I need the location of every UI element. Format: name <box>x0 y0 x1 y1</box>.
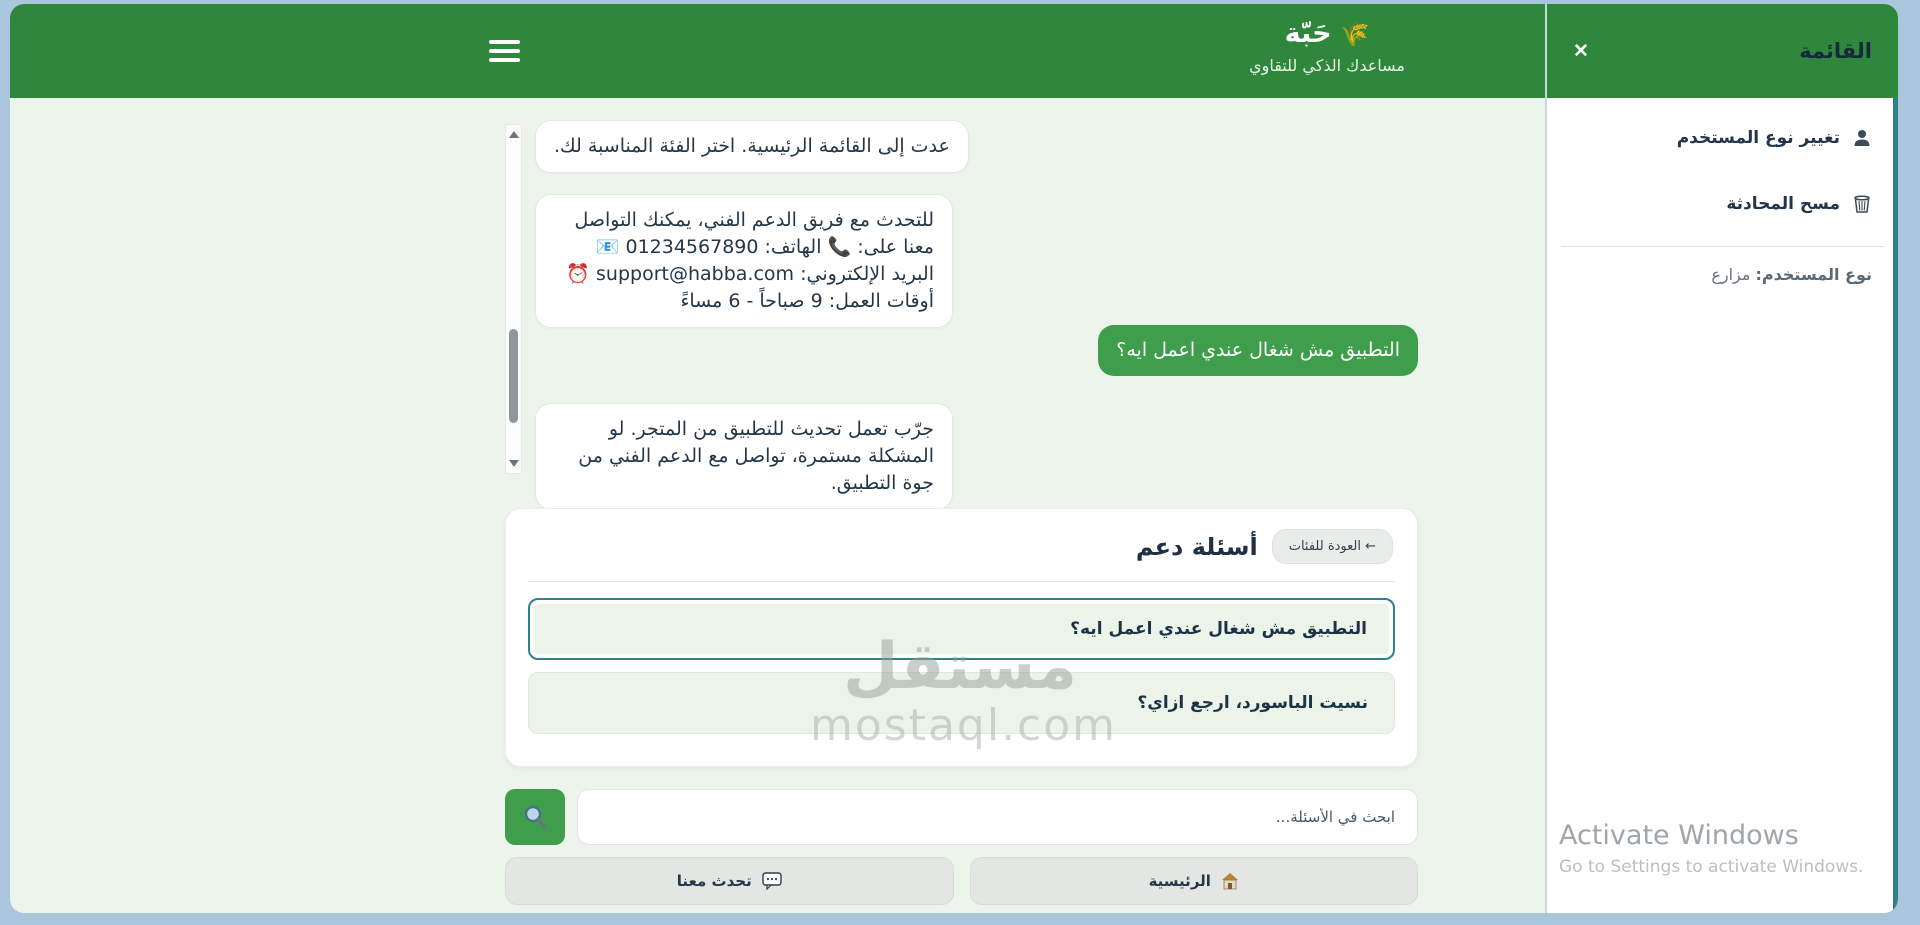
talk-to-us-button[interactable] <box>505 857 954 905</box>
sidebar-item-clear-chat[interactable] <box>1547 194 1898 214</box>
faq-question-app-not-working[interactable]: التطبيق مش شغال عندي اعمل ايه؟ <box>528 598 1395 660</box>
brand <box>1249 18 1405 75</box>
scroll-down-icon[interactable] <box>509 460 519 467</box>
scroll-up-icon[interactable] <box>509 131 519 138</box>
user-type-row <box>1573 265 1872 284</box>
activate-windows-watermark <box>1559 820 1864 877</box>
sidebar-divider <box>1561 246 1884 247</box>
sidebar-item-label: تغيير نوع المستخدم <box>1676 128 1840 148</box>
watermark-arabic: مستقل <box>842 630 1078 704</box>
search-row <box>505 789 1418 845</box>
trash-icon <box>1852 194 1872 214</box>
close-icon[interactable]: ✕ <box>1573 40 1589 62</box>
chat-main <box>505 98 1418 913</box>
activate-windows-line2: Go to Settings to activate Windows. <box>1559 857 1864 877</box>
app-subtitle: مساعدك الذكي للتقاوي <box>1249 56 1405 75</box>
faq-section-title: أسئلة دعم <box>1135 532 1258 561</box>
user-type-label: نوع المستخدم: <box>1755 265 1872 284</box>
home-icon <box>1221 872 1239 890</box>
bot-message: عدت إلى القائمة الرئيسية. اختر الفئة المناسبة لك. <box>535 120 969 173</box>
bot-message-support-info: للتحدث مع فريق الدعم الفني، يمكنك التواصل معنا على: 📞 الهاتف: 01234567890 📧 البريد الإلكتروني: support@habba.com ⏰ أوقات العمل: 9 صباحاً - 6 مساءً <box>535 194 953 328</box>
watermark-latin: mostaql.com <box>810 700 1118 751</box>
messages-area <box>505 98 1418 500</box>
hamburger-menu-icon[interactable] <box>489 40 520 62</box>
sidebar-item-label: مسح المحادثة <box>1726 194 1840 214</box>
activate-windows-line1: Activate Windows <box>1559 820 1799 851</box>
sidebar-scrollbar[interactable] <box>1893 98 1898 913</box>
sidebar-header <box>1547 4 1898 98</box>
home-button-label: الرئيسية <box>1148 872 1211 890</box>
talk-to-us-button-label: تحدث معنا <box>676 872 752 890</box>
home-button[interactable] <box>970 857 1419 905</box>
bot-message-reply: جرّب تعمل تحديث للتطبيق من المتجر. لو المشكلة مستمرة، تواصل مع الدعم الفني من جوة التطبيق. <box>535 403 953 510</box>
sidebar-title: القائمة <box>1799 39 1872 63</box>
user-message: التطبيق مش شغال عندي اعمل ايه؟ <box>1098 325 1418 376</box>
sidebar-item-change-user-type[interactable] <box>1547 128 1898 148</box>
scrollbar-thumb[interactable] <box>509 329 518 423</box>
faq-header <box>528 525 1395 568</box>
chat-scrollbar[interactable] <box>505 124 522 474</box>
search-input[interactable] <box>577 789 1418 845</box>
user-type-value: مزارع <box>1711 265 1751 284</box>
menu-sidebar <box>1545 4 1898 913</box>
faq-card <box>505 508 1418 767</box>
faq-divider <box>528 581 1395 582</box>
search-icon <box>521 803 549 831</box>
chat-bubble-icon <box>762 872 782 890</box>
wheat-logo-icon: 🌾 <box>1339 19 1370 48</box>
back-to-categories-button[interactable]: ← العودة للفئات <box>1272 529 1393 564</box>
footer-buttons <box>505 857 1418 905</box>
app-title: حَبّة <box>1284 18 1332 49</box>
user-icon <box>1852 128 1872 148</box>
app-window <box>10 4 1898 913</box>
search-button[interactable] <box>505 789 565 845</box>
faq-question-forgot-password[interactable]: نسيت الباسورد، ارجع ازاي؟ <box>528 672 1395 734</box>
